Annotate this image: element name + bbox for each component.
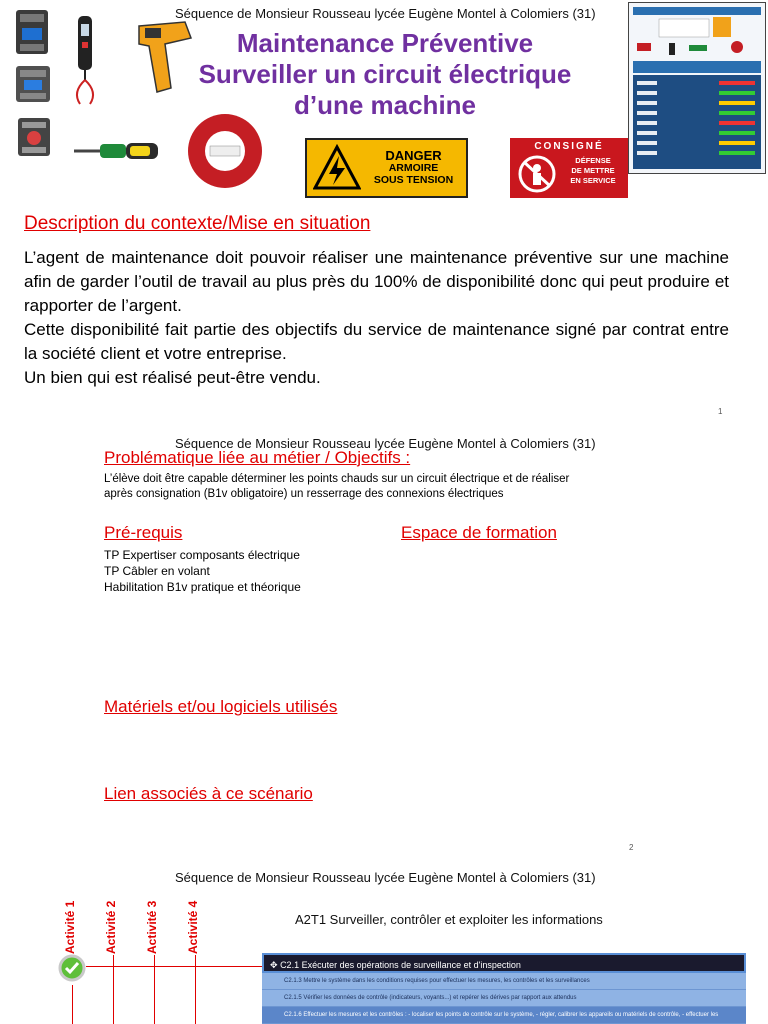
work-in-progress-sign-icon [186, 112, 264, 190]
competence-table-header [262, 953, 746, 973]
lockout-line-1: DÉFENSE [575, 156, 611, 165]
context-paragraph: L’agent de maintenance doit pouvoir réaliser une maintenance préventive sur une machine afin de garder l’outil de travail au plus près du 100% de disponibilité donc qui peut produire et rapporter de l’argent. [24, 248, 729, 315]
materials-heading: Matériels et/ou logiciels utilisés [104, 697, 338, 716]
context-paragraph: Un bien qui est réalisé peut-être vendu. [24, 368, 321, 387]
list-item: TP Expertiser composants électrique [104, 548, 300, 562]
competence-header-text: C2.1 Exécuter des opérations de surveillance et d'inspection [280, 960, 521, 970]
lockout-title: CONSIGNÉ [534, 141, 604, 152]
table-row: C2.1.6 Effectuer les mesures et les contrôles : - localiser les points de contrôle sur le système, - régler, calibrer les appareils ou matériels de contrôle, - effectuer les [262, 1007, 746, 1024]
task-title: A2T1 Surveiller, contrôler et exploiter les informations [295, 912, 603, 927]
context-heading: Description du contexte/Mise en situation [24, 213, 371, 234]
check-icon [58, 954, 86, 982]
page1-title [180, 28, 590, 121]
context-paragraph: Cette disponibilité fait partie des objectifs du service de maintenance signé par contrat entre la société client et votre entreprise. [24, 320, 729, 363]
page-number: 1 [718, 407, 723, 416]
activity-line-1 [72, 985, 73, 1024]
move-icon: ✥ [270, 960, 278, 970]
contactor-icon [14, 64, 52, 104]
worker-icon [516, 154, 558, 194]
document-thumbnail [628, 2, 766, 174]
page3-header: Séquence de Monsieur Rousseau lycée Eugène Montel à Colomiers (31) [175, 870, 596, 885]
competence-table [262, 973, 746, 1024]
danger-line-2: ARMOIRE [388, 162, 439, 174]
activity-label-3: Activité 3 [145, 900, 159, 954]
problem-heading: Problématique liée au métier / Objectifs : [104, 448, 411, 467]
page-number: 2 [629, 843, 634, 852]
prereq-list [104, 547, 301, 595]
danger-sign [305, 138, 468, 198]
training-space-heading: Espace de formation [401, 523, 557, 542]
lockout-line-2: DE METTRE [571, 166, 615, 175]
problem-line: après consignation (B1v obligatoire) un resserrage des connexions électriques [104, 488, 504, 500]
title-line-3: d’une machine [293, 90, 477, 120]
context-body [24, 246, 729, 390]
lockout-line-3: EN SERVICE [570, 176, 616, 185]
page2-header: Séquence de Monsieur Rousseau lycée Eugène Montel à Colomiers (31) [175, 436, 596, 451]
problem-line: L’élève doit être capable déterminer les points chauds sur un circuit électrique et de réaliser [104, 473, 570, 485]
title-line-2: Surveiller un circuit électrique [198, 59, 572, 89]
table-row: C2.1.3 Mettre le système dans les conditions requises pour effectuer les mesures, les contrôles et les surveillances [262, 973, 746, 990]
links-heading: Lien associés à ce scénario [104, 784, 313, 803]
thermal-relay-icon [16, 116, 52, 158]
page1-header: Séquence de Monsieur Rousseau lycée Eugène Montel à Colomiers (31) [175, 6, 596, 21]
lockout-sign [510, 138, 628, 198]
list-item: Habilitation B1v pratique et théorique [104, 580, 301, 594]
voltage-tester-icon [68, 14, 102, 106]
activity-connector-line [86, 966, 262, 967]
activity-label-4: Activité 4 [186, 900, 200, 954]
danger-sign-text [361, 150, 466, 186]
contactor-icon [14, 8, 50, 56]
prereq-heading: Pré-requis [104, 523, 183, 542]
danger-line-3: SOUS TENSION [373, 174, 454, 186]
danger-label: DANGER [385, 148, 442, 163]
activity-label-1: Activité 1 [63, 900, 77, 954]
screwdriver-icon [70, 140, 162, 162]
title-line-1: Maintenance Préventive [236, 28, 534, 58]
electric-hazard-icon [313, 144, 361, 192]
table-row: C2.1.5 Vérifier les données de contrôle (indicateurs, voyants...) et repérer les dérives par rapport aux attendus [262, 990, 746, 1007]
list-item: TP Câbler en volant [104, 564, 210, 578]
problem-text [104, 472, 569, 502]
activity-label-2: Activité 2 [104, 900, 118, 954]
